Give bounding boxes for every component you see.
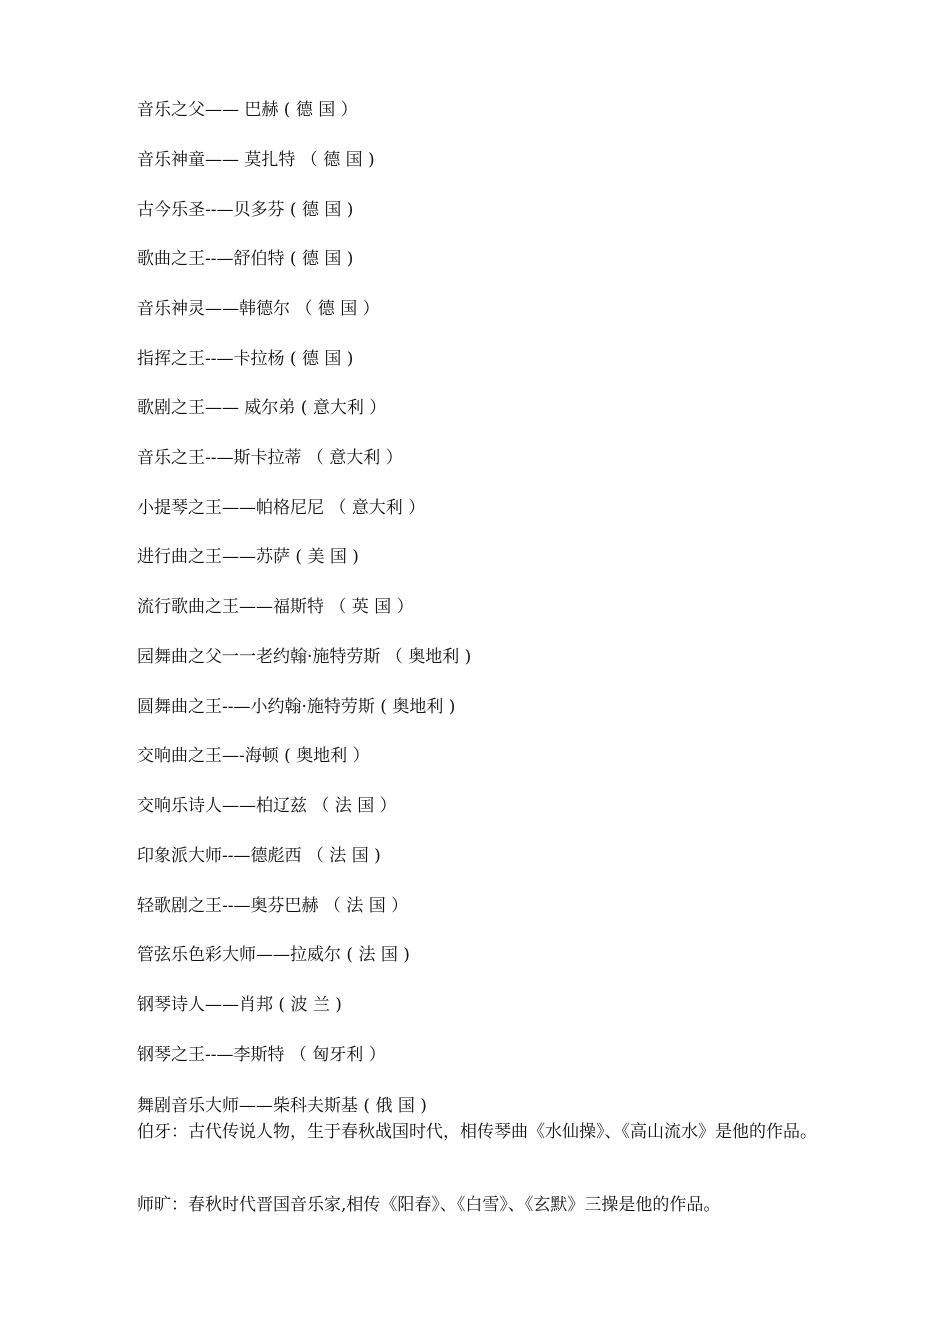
entry-line: 指挥之王--—卡拉杨 ( 德 国 ) [137, 349, 354, 369]
entry-line: 音乐之王--—斯卡拉蒂 （ 意大利 ） [137, 448, 403, 468]
entry-line: 小提琴之王——帕格尼尼 （ 意大利 ） [137, 498, 426, 518]
entry-line: 歌剧之王—— 威尔弟 ( 意大利 ） [137, 398, 387, 418]
entry-line: 交响曲之王—-海顿 ( 奥地利 ） [137, 746, 370, 766]
entry-line: 轻歌剧之王--—奥芬巴赫 （ 法 国 ） [137, 896, 409, 916]
entry-line: 园舞曲之父一一老约翰·施特劳斯 （ 奥地利 ) [137, 647, 472, 667]
entry-line: 圆舞曲之王--—小约翰·施特劳斯 ( 奥地利 ) [137, 697, 456, 717]
entry-line: 流行歌曲之王——福斯特 （ 英 国 ） [137, 597, 414, 617]
entry-line: 印象派大师--—德彪西 （ 法 国 ) [137, 846, 381, 866]
entry-line: 交响乐诗人——柏辽兹 （ 法 国 ） [137, 796, 397, 816]
entry-line: 舞剧音乐大师——柴科夫斯基 ( 俄 国 ) [137, 1096, 427, 1116]
entry-line: 古今乐圣--—贝多芬 ( 德 国 ) [137, 200, 354, 220]
entry-line: 钢琴诗人——肖邦 ( 波 兰 ) [137, 995, 342, 1015]
entry-line: 音乐神灵——韩德尔 （ 德 国 ） [137, 299, 380, 319]
paragraph-shikuang: 师旷：春秋时代晋国音乐家,相传《阳春》、《白雪》、《玄默》三操是他的作品。 [137, 1195, 721, 1215]
entry-line: 音乐神童—— 莫扎特 （ 德 国 ) [137, 150, 375, 170]
entry-line: 钢琴之王--—李斯特 （ 匈牙利 ） [137, 1045, 386, 1065]
entry-line: 进行曲之王——苏萨 ( 美 国 ) [137, 547, 359, 567]
paragraph-boya: 伯牙：古代传说人物，生于春秋战国时代，相传琴曲《水仙操》、《高山流水》是他的作品。 [137, 1122, 817, 1142]
entry-line: 管弦乐色彩大师——拉威尔 ( 法 国 ) [137, 945, 410, 965]
entry-line: 歌曲之王--—舒伯特 ( 德 国 ) [137, 249, 354, 269]
entry-line: 音乐之父—— 巴赫 ( 德 国 ） [137, 100, 358, 120]
